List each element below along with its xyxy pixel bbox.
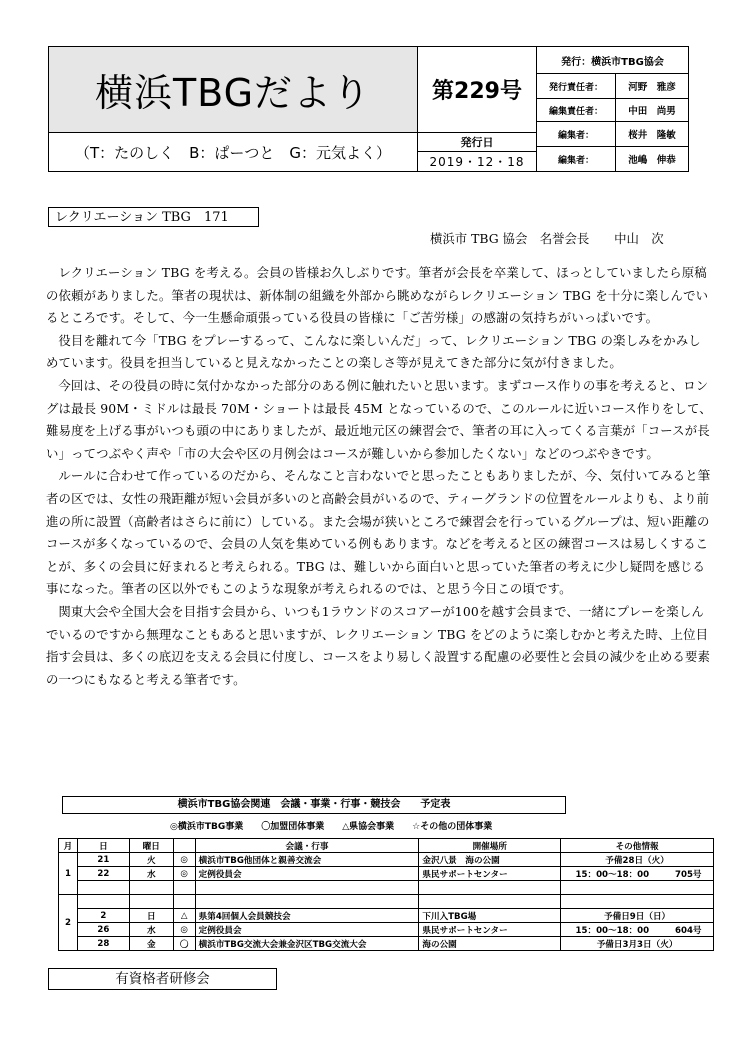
day-cell [77, 881, 129, 895]
event-cell: 県第4回個人会員競技会 [195, 909, 419, 923]
next-section-heading-text: 有資格者研修会 [115, 971, 210, 987]
table-row [59, 867, 714, 881]
next-section-heading [48, 968, 277, 990]
staff-role: 編集者： [557, 130, 594, 141]
staff-name: 桜井 隆敏 [628, 130, 676, 141]
article-body [46, 262, 712, 691]
staff-name: 池嶋 伸恭 [628, 155, 676, 166]
table-header-row [59, 839, 714, 853]
day-cell: 21 [77, 853, 129, 867]
day-cell: 2 [77, 909, 129, 923]
legend-text: ◎横浜市TBG事業 〇加盟団体事業 △県協会事業 ☆その他の団体事業 [170, 822, 493, 832]
mark-cell: △ [173, 909, 195, 923]
title-box [48, 46, 418, 133]
info-cell: 予備日9日（日） [561, 909, 714, 923]
schedule-title-text: 横浜市TBG協会関連 会議・事業・行事・競技会 予定表 [177, 799, 451, 810]
day-cell: 28 [77, 937, 129, 951]
masthead [48, 46, 689, 172]
place-cell [419, 895, 561, 909]
info-cell: 予備日3月3日（火） [561, 937, 714, 951]
staff-name: 中田 尚男 [628, 106, 676, 117]
info-cell [561, 881, 714, 895]
mark-cell: 〇 [173, 937, 195, 951]
event-cell: 定例役員会 [195, 867, 419, 881]
paragraph: 関東大会や全国大会を目指す会員から、いつも1ラウンドのスコアーが100を越す会員まで、一緒にプレーを楽しんでいるのですから無理なこともあると思いますが、レクリエーション TBG をどのように楽しむかと考えた時、上位目指す会員は、多くの底辺を支える会員に付度し、コースをより易しく設置する配慮の必要性と会員の減少を止める要素の一つにもなると考える筆者です。 [46, 603, 711, 687]
staff-row [536, 121, 616, 147]
table-row [59, 909, 714, 923]
event-cell [195, 895, 419, 909]
header-event: 会議・行事 [195, 839, 419, 853]
mark-cell [173, 881, 195, 895]
room-cell: 705号 [664, 867, 714, 881]
event-cell [195, 881, 419, 895]
publisher: 発行：横浜市TBG協会 [561, 56, 664, 68]
place-cell: 県民サポートセンター [419, 867, 561, 881]
staff-row [615, 121, 689, 147]
weekday-cell: 金 [129, 937, 173, 951]
info-cell [561, 895, 714, 909]
staff-role: 編集責任者： [548, 106, 603, 117]
table-row [59, 923, 714, 937]
newsletter-title: 横浜TBGだより [94, 71, 372, 115]
issue-number: 第229号 [432, 79, 522, 104]
place-cell [419, 881, 561, 895]
header-place: 開催場所 [419, 839, 561, 853]
info-cell: 予備28日（火） [561, 853, 714, 867]
paragraph: 役目を離れて今「TBG をプレーするって、こんなに楽しいんだ」って、レクリエーション TBG の楽しみをかみしめています。役員を担当していると見えなかったことの楽しさ等が見えてきた部分に気が付きました。 [46, 332, 701, 371]
place-cell: 金沢八景 海の公園 [419, 853, 561, 867]
staff-role: 発行責任者： [548, 82, 603, 93]
publisher-box [536, 46, 689, 74]
table-row [59, 853, 714, 867]
event-cell: 定例役員会 [195, 923, 419, 937]
day-cell: 26 [77, 923, 129, 937]
staff-row [536, 146, 616, 172]
motto: （T：たのしく B：ぱーつと G：元気よく） [74, 143, 392, 162]
day-cell [77, 895, 129, 909]
staff-name: 河野 雅彦 [628, 82, 676, 93]
month-cell: 1 [59, 853, 78, 895]
month-cell: 2 [59, 895, 78, 951]
header-mark [173, 839, 195, 853]
paragraph: レクリエーション TBG を考える。会員の皆様お久しぶりです。筆者が会長を卒業して、ほっとしていましたら原稿の依頼がありました。筆者の現状は、新体制の組織を外部から眺めながらレクリエーション TBG を十分に楽しんでいるところです。そして、今一生懸命頑張っている役員の皆様に「ご苦労様」の感謝の気持ちがいっぱいです。 [46, 265, 709, 326]
day-cell: 22 [77, 867, 129, 881]
place-cell: 下川入TBG場 [419, 909, 561, 923]
paragraph: 今回は、その役員の時に気付かなかった部分のある例に触れたいと思います。まずコース作りの事を考えると、ロングは最長 90M・ミドルは最長 70M・ショートは最長 45M となっているので、このルールに近いコース作りをして、難易度を上げる事がいつも頭の中にありましたが、最近地元区の練習会で、筆者の耳に入ってくる言葉が「コースが長い」ってつぶやく声や「市の大会や区の月例会はコースが難しいから参加したくない」などのつぶやきです。 [46, 377, 712, 461]
table-row [59, 895, 714, 909]
place-cell: 県民サポートセンター [419, 923, 561, 937]
header-info: その他情報 [561, 839, 714, 853]
author-line: 横浜市 TBG 協会 名誉会長 中山 次 [430, 231, 664, 246]
weekday-cell: 火 [129, 853, 173, 867]
header-month: 月 [59, 839, 78, 853]
info-cell: 15：00～18：00 [561, 923, 664, 937]
table-row [59, 881, 714, 895]
weekday-cell: 日 [129, 909, 173, 923]
issued-date-box [417, 151, 537, 172]
mark-cell: ◎ [173, 853, 195, 867]
issue-box [417, 46, 537, 133]
weekday-cell [129, 895, 173, 909]
weekday-cell: 水 [129, 923, 173, 937]
staff-row [615, 146, 689, 172]
paragraph: ルールに合わせて作っているのだから、そんなこと言わないでと思ったこともありましたが、今、気付いてみると筆者の区では、女性の飛距離が短い会員が多いのと高齢会員がいるので、ティーグランドの位置をルールよりも、より前進の所に設置（高齢者はさらに前に）している。また会場が狭いところで練習会を行っているグループは、短い距離のコースが多くなっているので、会員の人気を集めている例もあります。などを考えると区の練習コースは易しくすることが、多くの会員に好まれると考えられる。TBG は、難しいから面白いと思っていた筆者の考えに少し疑問を感じる事になった。筆者の区以外でもこのような現象が考えられるのでは、と思う今日この頃です。 [46, 468, 711, 597]
article-heading [48, 207, 259, 227]
motto-box [48, 132, 418, 172]
schedule-table [58, 838, 714, 951]
staff-row [536, 73, 616, 99]
event-cell: 横浜市TBG他団体と親善交流会 [195, 853, 419, 867]
issued-label-box [417, 132, 537, 152]
mark-cell: ◎ [173, 867, 195, 881]
event-cell: 横浜市TBG交流大会兼金沢区TBG交流大会 [195, 937, 419, 951]
article-author [430, 229, 710, 249]
place-cell: 海の公園 [419, 937, 561, 951]
mark-cell [173, 895, 195, 909]
staff-row [615, 98, 689, 122]
issued-date: 2019・12・18 [429, 155, 525, 169]
header-day: 日 [77, 839, 129, 853]
table-row [59, 937, 714, 951]
staff-row [536, 98, 616, 122]
schedule-title [62, 796, 566, 814]
schedule-legend [170, 819, 590, 832]
article-heading-text: レクリエーション TBG 171 [55, 210, 229, 225]
weekday-cell [129, 881, 173, 895]
staff-row [615, 73, 689, 99]
mark-cell: ◎ [173, 923, 195, 937]
issued-label: 発行日 [460, 136, 494, 149]
weekday-cell: 水 [129, 867, 173, 881]
room-cell: 604号 [664, 923, 714, 937]
staff-role: 編集者： [557, 155, 594, 166]
header-weekday: 曜日 [129, 839, 173, 853]
info-cell: 15：00～18：00 [561, 867, 664, 881]
